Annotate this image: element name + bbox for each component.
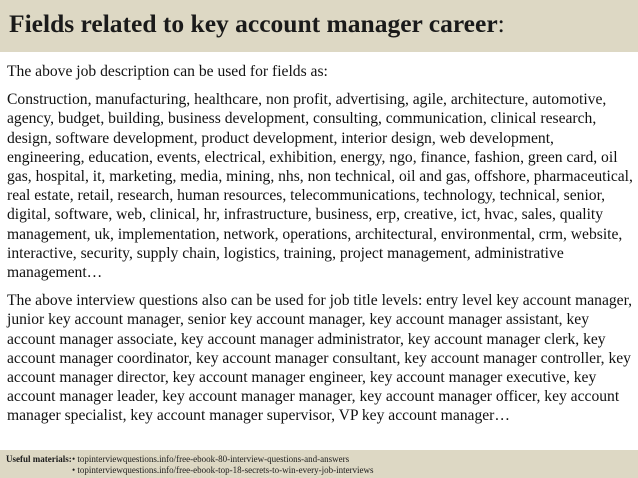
footer-label-spacer	[6, 465, 72, 476]
footer-link-ebook-18-secrets[interactable]: • topinterviewquestions.info/free-ebook-top-18-secrets-to-win-every-job-interviews	[72, 465, 374, 475]
page-title-colon: :	[497, 9, 505, 38]
title-bar	[0, 0, 638, 52]
footer-label: Useful materials:	[6, 454, 72, 464]
intro-paragraph: The above job description can be used for fields as:	[7, 63, 328, 80]
fields-paragraph: Construction, manufacturing, healthcare, non profit, advertising, agile, architecture, automotive, agency, budget, building, business development, consulting, communication, clinical research, design, software development, product development, interior design, web development, engineering, education, events, electrical, exhibition, energy, ngo, finance, fashion, green card, oil gas, hospital, it, marketing, media, mining, nhs, non technical, oil and gas, offshore, pharmaceutical, real estate, retail, research, human resources, telecommunications, technology, technical, senior, digital, software, web, clinical, hr, infrastructure, business, erp, creative, ict, hvac, sales, quality management, uk, implementation, network, operations, architectural, environmental, crm, website, interactive, security, supply chain, logistics, training, project management, administrative management…	[7, 91, 633, 282]
main-content	[7, 62, 635, 426]
footer-link-ebook-80-questions[interactable]: • topinterviewquestions.info/free-ebook-80-interview-questions-and-answers	[72, 454, 350, 464]
footer-row-1	[6, 454, 638, 465]
page-title	[9, 9, 505, 38]
job-titles-paragraph: The above interview questions also can be used for job title levels: entry level key account manager, junior key account manager, senior key account manager, key account manager assistant, key account manager associate, key account manager administrator, key account manager clerk, key account manager coordinator, key account manager consultant, key account manager controller, key account manager director, key account manager engineer, key account manager executive, key account manager leader, key account manager manager, key account manager officer, key account manager specialist, key account manager supervisor, VP key account manager…	[7, 292, 633, 425]
footer-row-2	[6, 465, 638, 476]
footer	[0, 450, 638, 478]
page-title-text: Fields related to key account manager career	[9, 9, 498, 38]
